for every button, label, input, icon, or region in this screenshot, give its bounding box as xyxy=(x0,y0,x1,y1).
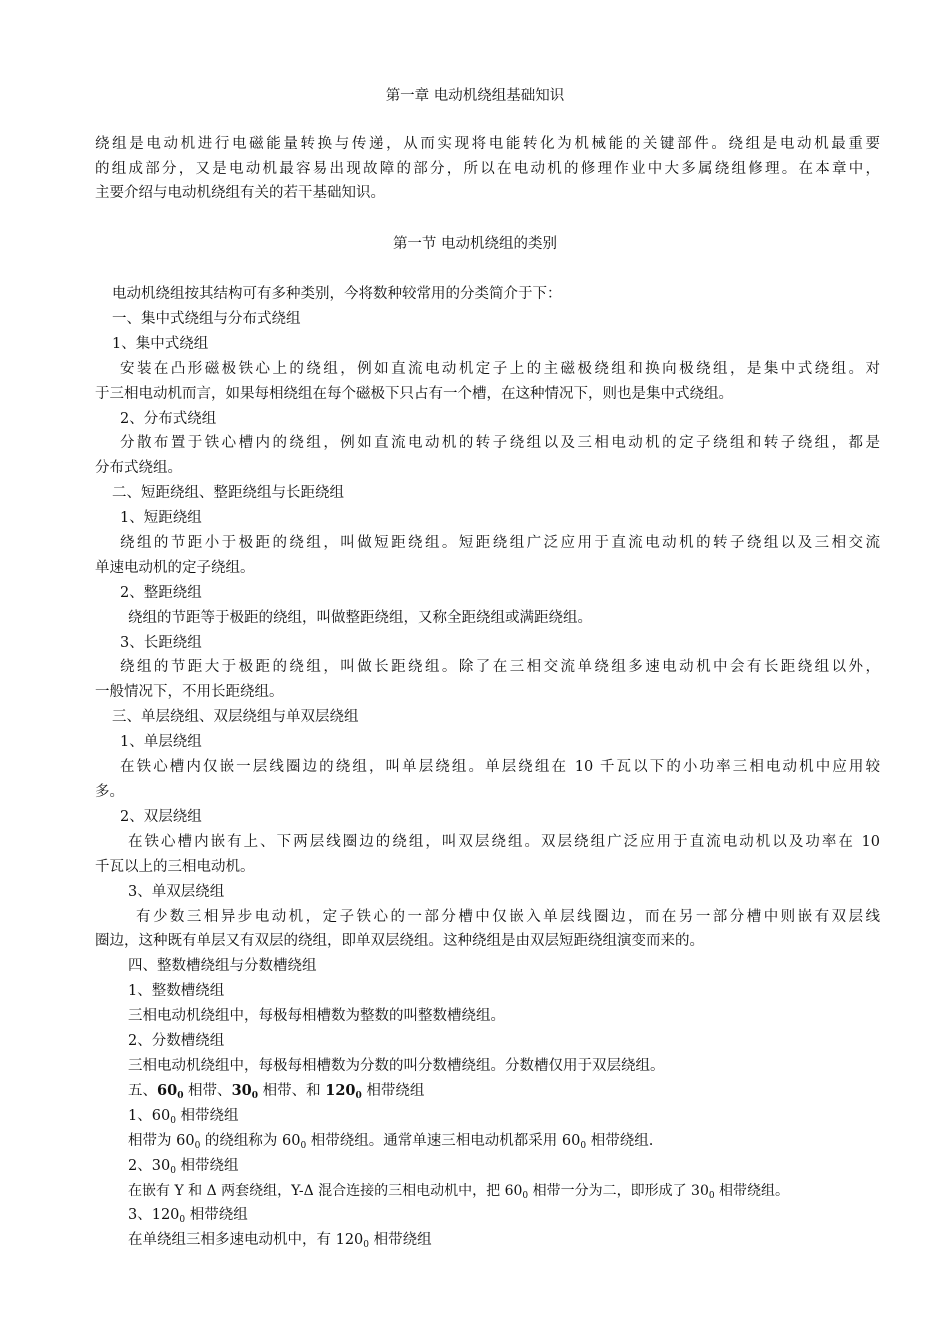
degree-mark: 0 xyxy=(363,1240,370,1250)
heading-3: 三、单层绕组、双层绕组与单双层绕组 xyxy=(112,709,359,725)
intro-line-3: 主要介绍与电动机绕组有关的若干基础知识。 xyxy=(95,185,385,201)
text-part: 1、60 xyxy=(128,1108,171,1124)
paragraph-line: 绕组的节距等于极距的绕组，叫做整距绕组，又称全距绕组或满距绕组。 xyxy=(128,610,592,626)
text-part: 相带绕组 xyxy=(175,1108,239,1124)
paragraph-line: 圈边，这种既有单层又有双层的绕组，即单双层绕组。这种绕组是由双层短距绕组演变而来的。 xyxy=(95,933,704,949)
text-part: 在嵌有 Y 和 Δ 两套绕组，Y-Δ 混合连接的三相电动机中，把 60 xyxy=(128,1183,523,1199)
paragraph-line: 安装在凸形磁极铁心上的绕组，例如直流电动机定子上的主磁极绕组和换向极绕组，是集中式绕组。对 xyxy=(120,361,880,377)
subheading-2-1: 1、短距绕组 xyxy=(120,510,202,526)
subheading-2-2: 2、整距绕组 xyxy=(120,585,202,601)
chapter-title: 第一章 电动机绕组基础知识 xyxy=(385,88,565,104)
text-part: 相带绕组 xyxy=(175,1158,239,1174)
subheading-4-2: 2、分数槽绕组 xyxy=(128,1033,225,1049)
paragraph-line: 分散布置于铁心槽内的绕组，例如直流电动机的转子绕组以及三相电动机的定子绕组和转子绕组，都是 xyxy=(120,435,880,451)
subheading-4-1: 1、整数槽绕组 xyxy=(128,983,225,999)
text-part: 的绕组称为 60 xyxy=(200,1133,301,1149)
subheading-5-3 xyxy=(128,1203,248,1227)
text-part: 相带绕组 xyxy=(361,1083,425,1099)
text-part: 五、 xyxy=(128,1083,157,1099)
subheading-5-1 xyxy=(128,1104,239,1128)
paragraph-line: 单速电动机的定子绕组。 xyxy=(95,560,255,576)
paragraph-line xyxy=(128,1228,432,1252)
degree-mark: 0 xyxy=(179,1215,186,1225)
heading-1: 一、集中式绕组与分布式绕组 xyxy=(112,311,301,327)
subheading-1-2: 2、分布式绕组 xyxy=(120,411,217,427)
subheading-3-3: 3、单双层绕组 xyxy=(128,884,225,900)
degree-mark: 0 xyxy=(177,1091,184,1101)
text-part: 120 xyxy=(325,1082,356,1099)
degree-mark: 0 xyxy=(580,1141,587,1151)
intro-line-2: 的组成部分，又是电动机最容易出现故障的部分，所以在电动机的修理作业中大多属绕组修理。在本章中， xyxy=(95,161,880,177)
text-part: 相带绕组。通常单速三相电动机都采用 60 xyxy=(306,1133,581,1149)
text-part: 2、30 xyxy=(128,1158,171,1174)
heading-5 xyxy=(128,1079,424,1103)
paragraph-line: 有少数三相异步电动机，定子铁心的一部分槽中仅嵌入单层线圈边，而在另一部分槽中则嵌有双层线 xyxy=(136,909,880,925)
paragraph-line xyxy=(128,1129,653,1153)
text-part: 在单绕组三相多速电动机中，有 120 xyxy=(128,1232,364,1248)
degree-mark: 0 xyxy=(708,1191,715,1201)
section-title: 第一节 电动机绕组的类别 xyxy=(392,236,558,252)
degree-mark: 0 xyxy=(355,1091,362,1101)
text-part: 相带绕组。 xyxy=(714,1183,790,1199)
text-part: 相带绕组. xyxy=(586,1133,654,1149)
subheading-3-1: 1、单层绕组 xyxy=(120,734,202,750)
paragraph-line xyxy=(128,1179,789,1203)
degree-mark: 0 xyxy=(300,1141,307,1151)
degree-mark: 0 xyxy=(194,1141,201,1151)
subheading-1-1: 1、集中式绕组 xyxy=(112,336,209,352)
text-part: 3、120 xyxy=(128,1207,180,1223)
paragraph-line: 一般情况下，不用长距绕组。 xyxy=(95,684,284,700)
text-part: 60 xyxy=(157,1082,178,1099)
text-part: 相带为 60 xyxy=(128,1133,195,1149)
degree-mark: 0 xyxy=(170,1166,176,1176)
degree-mark: 0 xyxy=(251,1091,259,1101)
text-part: 相带绕组 xyxy=(369,1232,432,1248)
intro-line-1: 绕组是电动机进行电磁能量转换与传递，从而实现将电能转化为机械能的关键部件。绕组是电动机最重要 xyxy=(95,136,880,152)
subheading-3-2: 2、双层绕组 xyxy=(120,809,202,825)
text-part: 30 xyxy=(231,1082,252,1099)
paragraph-line: 三相电动机绕组中，每极每相槽数为整数的叫整数槽绕组。 xyxy=(128,1008,505,1024)
text-part: 相带绕组 xyxy=(185,1207,248,1223)
paragraph-line: 绕组的节距小于极距的绕组，叫做短距绕组。短距绕组广泛应用于直流电动机的转子绕组以及三相交流 xyxy=(120,535,880,551)
degree-mark: 0 xyxy=(170,1116,176,1126)
paragraph-line: 在铁心槽内嵌有上、下两层线圈边的绕组，叫双层绕组。双层绕组广泛应用于直流电动机以及功率在 10 xyxy=(128,834,880,850)
subheading-2-3: 3、长距绕组 xyxy=(120,635,202,651)
paragraph-line: 多。 xyxy=(95,784,124,800)
paragraph-line: 在铁心槽内仅嵌一层线圈边的绕组，叫单层绕组。单层绕组在 10 千瓦以下的小功率三相电动机中应用较 xyxy=(120,759,880,775)
paragraph-line: 千瓦以上的三相电动机。 xyxy=(95,859,255,875)
heading-4: 四、整数槽绕组与分数槽绕组 xyxy=(128,958,317,974)
paragraph-line: 电动机绕组按其结构可有多种类别，今将数种较常用的分类简介于下： xyxy=(112,286,562,302)
degree-mark: 0 xyxy=(522,1191,529,1201)
heading-2: 二、短距绕组、整距绕组与长距绕组 xyxy=(112,485,344,501)
subheading-5-2 xyxy=(128,1154,239,1178)
text-part: 相带、和 xyxy=(258,1083,326,1099)
text-part: 相带一分为二，即形成了 30 xyxy=(528,1183,709,1199)
paragraph-line: 绕组的节距大于极距的绕组，叫做长距绕组。除了在三相交流单绕组多速电动机中会有长距绕组以外， xyxy=(120,659,880,675)
paragraph-line: 三相电动机绕组中，每极每相槽数为分数的叫分数槽绕组。分数槽仅用于双层绕组。 xyxy=(128,1058,665,1074)
paragraph-line: 于三相电动机而言，如果每相绕组在每个磁极下只占有一个槽，在这种情况下，则也是集中式绕组。 xyxy=(95,386,733,402)
text-part: 相带、 xyxy=(183,1083,232,1099)
paragraph-line: 分布式绕组。 xyxy=(95,460,182,476)
